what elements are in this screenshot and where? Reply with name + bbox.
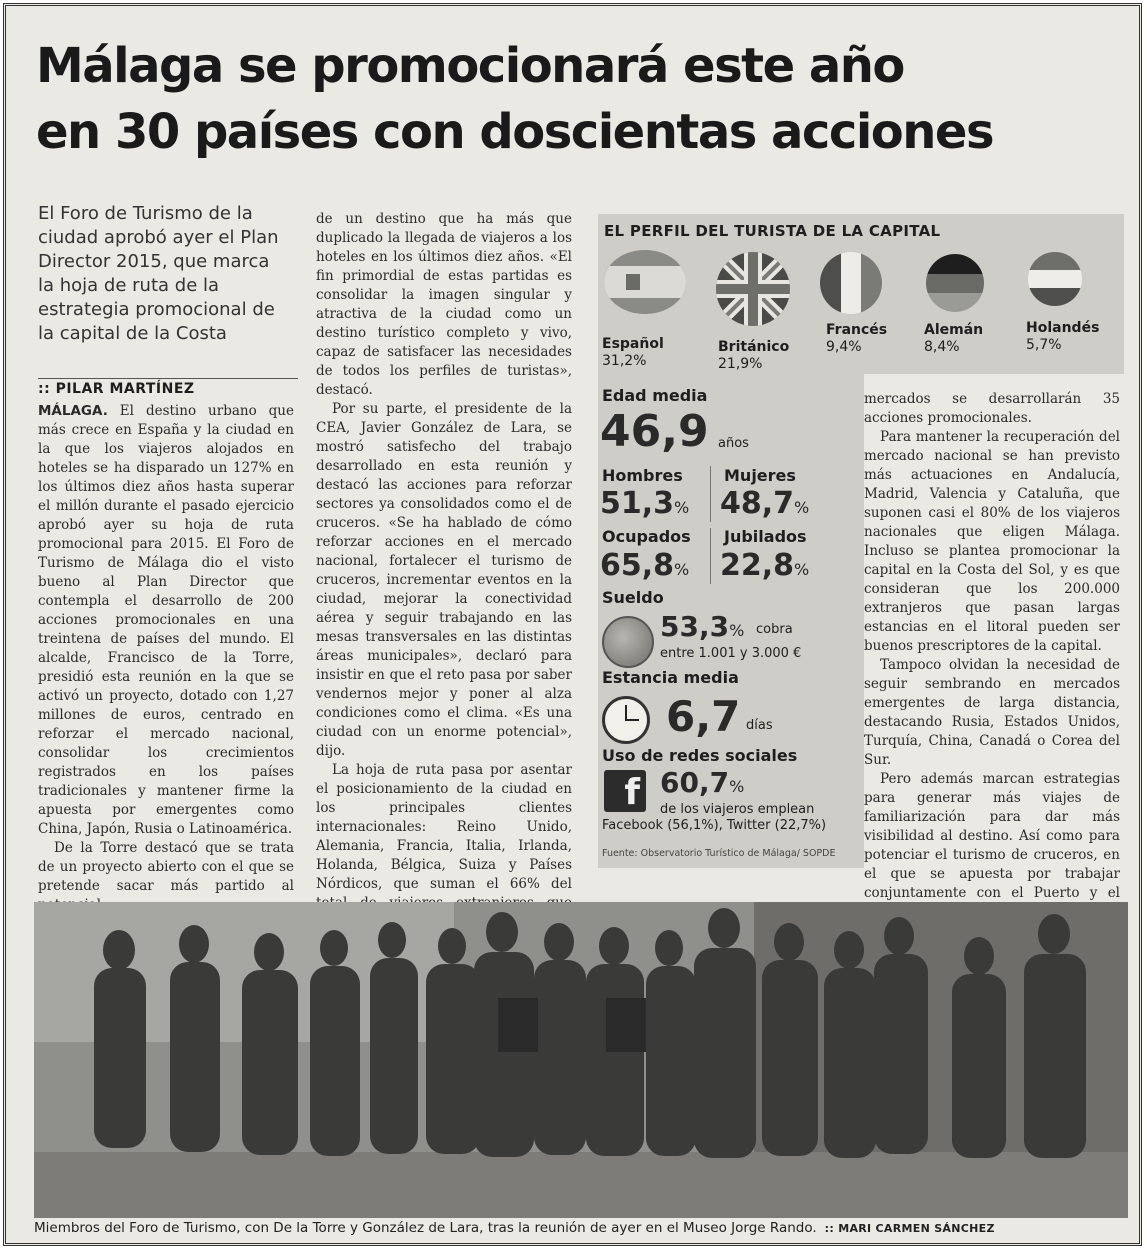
germany-flag-icon xyxy=(926,254,984,312)
clock-icon xyxy=(602,696,650,744)
sueldo-value: 53,3% xyxy=(660,610,745,643)
ocupados-value: 65,8% xyxy=(600,548,690,583)
paragraph: mercados se desarrollarán 35 acciones promocionales. xyxy=(864,391,1120,426)
nationality-spanish: Español 31,2% xyxy=(602,336,664,369)
hombres-value: 51,3% xyxy=(600,486,690,521)
group-photo-figures xyxy=(34,902,1128,1218)
paragraph: MÁLAGA. El destino urbano que más crece en España y la ciudad en la que los viajeros alojados en hoteles se ha disparado un 127% en los últimos diez años hasta superar el millón durante el pasado ejercicio aprobó ayer su hoja de ruta promocional para 2015. El Foro de Turismo de Málaga dio el visto bueno al Plan Director que contempla el desarrollo de 200 acciones promocionales en una treintena de países del mundo. El alcalde, Francisco de la Torre, presidió esta reunión en la que se activó un proyecto, dotado con 1,27 millones de euros, centrado en reforzar el mercado nacional, consolidar los crecimientos registrados en los países tradicionales y mantener firme la apuesta por emergentes como China, Japón, Rusia o Latinoamérica. xyxy=(38,403,294,837)
stat-divider xyxy=(710,466,711,522)
paragraph: Pero además marcan estrategias para generar más viajes de familiarización para dar más visibilidad al destino. Así como para potenciar el turismo de cruceros, en el que se apuesta por trabajar conjuntamente con el Puerto y el xyxy=(864,771,1120,901)
estancia-media-unit: días xyxy=(746,718,773,733)
mujeres-label: Mujeres xyxy=(724,466,796,485)
infographic-title: EL PERFIL DEL TURISTA DE LA CAPITAL xyxy=(604,222,941,240)
nationality-dutch: Holandés 5,7% xyxy=(1026,320,1100,353)
redes-text-2: Facebook (56,1%), Twitter (22,7%) xyxy=(602,818,827,833)
spain-flag-icon xyxy=(604,250,686,314)
paragraph: La hoja de ruta pasa por asentar el posicionamiento de la ciudad en los principales clientes internacionales: Reino Unido, Alemania, Francia, Italia, Irlanda, Holanda, Bélgica, Suiza y Países Nórdicos, que suman el 66% del xyxy=(316,762,572,892)
jubilados-value: 22,8% xyxy=(720,548,810,583)
sueldo-text-1: cobra xyxy=(756,622,793,637)
nationality-french: Francés 9,4% xyxy=(826,322,888,355)
ocupados-label: Ocupados xyxy=(602,527,691,546)
photo-caption: Miembros del Foro de Turismo, con De la Torre y González de Lara, tras la reunión de ayer en el Museo Jorge Rando. :: MARI CARMEN SÁNCHEZ xyxy=(34,1220,995,1236)
edad-media-value: 46,9 xyxy=(600,406,709,457)
stat-divider xyxy=(710,528,711,584)
euro-coin-icon xyxy=(602,616,654,668)
estancia-media-label: Estancia media xyxy=(602,668,739,687)
paragraph: Por su parte, el presidente de la CEA, Javier González de Lara, se mostró satisfecho del trabajo desarrollado en esta reunión y destacó las acciones para reforzar sectores ya consolidados como el de cruceros. «Se ha hablado de cómo reforzar acciones en el mercado nacional, fortalecer el turismo de cruceros, incrementar eventos en la ciudad, mejorar la conectividad aérea y seguir trabajando en las mesas transversales en las distintas áreas municipales», declaró para insistir en que el reto pasa por saber vendernos mejor y poner al alza condiciones como el clima. «Es una ciudad con un enorme potencial», dijo. xyxy=(316,401,572,759)
article-column-1 xyxy=(38,402,294,915)
paragraph: Tampoco olvidan la necesidad de seguir sembrando en mercados emergentes de larga distancia, destacando Rusia, Estados Unidos, Turquía, China, Canadá o Corea del Sur. xyxy=(864,657,1120,768)
facebook-icon: f xyxy=(604,770,646,812)
edad-media-label: Edad media xyxy=(602,386,708,405)
newspaper-page xyxy=(3,3,1142,1246)
photo-credit: :: MARI CARMEN SÁNCHEZ xyxy=(824,1222,995,1235)
sueldo-label: Sueldo xyxy=(602,588,664,607)
netherlands-flag-icon xyxy=(1028,252,1082,306)
redes-sociales-value: 60,7% xyxy=(660,766,745,799)
nationality-german: Alemán 8,4% xyxy=(924,322,984,355)
paragraph: De la Torre destacó que se trata de un proyecto abierto con el que se pretende sacar más partido al xyxy=(38,840,294,894)
byline: :: PILAR MARTÍNEZ xyxy=(38,378,298,397)
article-column-3 xyxy=(864,390,1120,922)
headline-line-1: Málaga se promocionará este año xyxy=(36,38,904,94)
uk-flag-icon xyxy=(716,252,790,326)
estancia-media-value: 6,7 xyxy=(666,692,741,741)
paragraph: de un destino que ha más que duplicado la llegada de viajeros a los hoteles en los últimos diez años. «El fin primordial de estas partidas es consolidar la imagen singular y atractiva de la ciudad como un destino turístico completo y vivo, capaz de satisfacer las necesidades de todos los perfiles de turistas», destacó. xyxy=(316,211,572,398)
redes-text-1: de los viajeros emplean xyxy=(660,802,815,817)
infographic-source: Fuente: Observatorio Turístico de Málaga/ SOPDE xyxy=(602,848,836,859)
dateline: MÁLAGA. xyxy=(38,403,108,419)
group-photo xyxy=(34,902,1128,1218)
mujeres-value: 48,7% xyxy=(720,486,810,521)
redes-sociales-label: Uso de redes sociales xyxy=(602,746,798,765)
paragraph: Para mantener la recuperación del mercado nacional se han previsto más actuaciones en Andalucía, Madrid, Valencia y Cataluña, que suponen casi el 80% de los viajeros nacionales que eligen Málaga. Incluso se plantea promocionar la capital en la Costa del Sol, y es que consideran que los 200.000 extranjeros que pasan largas estancias en el litoral pueden ser buenos prescriptores de la capital. xyxy=(864,429,1120,654)
jubilados-label: Jubilados xyxy=(724,527,807,546)
deck-subheadline: El Foro de Turismo de la ciudad aprobó ayer el Plan Director 2015, que marca la hoja de ruta de la estrategia promocional de la capital de la Costa xyxy=(38,203,279,344)
france-flag-icon xyxy=(820,252,882,314)
edad-media-unit: años xyxy=(718,436,749,451)
hombres-label: Hombres xyxy=(602,466,683,485)
nationality-british: Británico 21,9% xyxy=(718,339,790,372)
headline-line-2: en 30 países con doscientas acciones xyxy=(36,104,994,160)
sueldo-text-2: entre 1.001 y 3.000 € xyxy=(660,646,802,661)
article-column-2 xyxy=(316,210,572,951)
